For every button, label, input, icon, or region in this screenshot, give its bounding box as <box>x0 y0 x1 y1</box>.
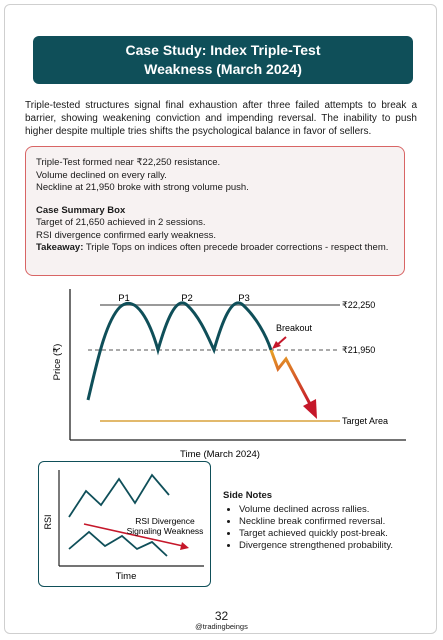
takeaway <box>36 242 394 255</box>
side-notes-list <box>223 504 403 552</box>
rsi-price-line <box>69 475 169 517</box>
peak-label-p2: P2 <box>181 293 193 304</box>
title-line-1: Case Study: Index Triple-Test <box>125 42 321 58</box>
summary-line-2: RSI divergence confirmed early weakness. <box>36 229 217 241</box>
rsi-x-label: Time <box>115 571 137 582</box>
price-line <box>88 303 271 400</box>
title-banner <box>33 36 413 84</box>
rsi-divergence-arrowhead <box>180 542 189 550</box>
y-axis-label: Price (₹) <box>52 343 63 381</box>
rsi-panel <box>38 461 211 587</box>
side-notes-title: Side Notes <box>223 490 273 501</box>
breakout-label: Breakout <box>276 323 313 333</box>
resistance-label: ₹22,250 <box>342 300 376 310</box>
title-line-2: Weakness (March 2024) <box>144 61 302 77</box>
side-note-item: • Target achieved quickly post-break. <box>239 528 403 540</box>
rsi-svg <box>39 462 209 585</box>
x-axis-label: Time (March 2024) <box>180 449 260 460</box>
neckline-label: ₹21,950 <box>342 345 376 355</box>
triple-top-chart <box>40 287 410 462</box>
rsi-annotation-line-2: Signaling Weakness <box>126 526 204 536</box>
page-number: 32 <box>214 609 229 623</box>
side-note-item: • Volume declined across rallies. <box>239 504 403 516</box>
triple-top-svg <box>40 287 410 462</box>
case-box <box>25 146 405 276</box>
takeaway-label: Takeaway: <box>36 242 84 253</box>
peak-label-p3: P3 <box>238 293 250 304</box>
rsi-y-label: RSI <box>43 514 53 530</box>
side-note-item: • Neckline break confirmed reversal. <box>239 516 403 528</box>
side-notes <box>223 490 403 552</box>
breakdown-line <box>271 350 310 404</box>
case-line-3: Neckline at 21,950 broke with strong volume push. <box>36 182 249 193</box>
case-summary-title: Case Summary Box <box>36 204 126 216</box>
side-note-item: • Divergence strengthened probability. <box>239 540 403 552</box>
case-line-1: Triple-Test formed near ₹22,250 resistance. <box>36 157 221 168</box>
footer-handle: @tradingbeings <box>195 622 248 631</box>
target-label: Target Area <box>342 416 389 426</box>
intro-paragraph: Triple-tested structures signal final exhaustion after three failed attempts to break a barrier, showing weakening conviction and impending reversal. The inability to push higher despite multiple tries shifts the psychological balance in favor of sellers. <box>25 100 417 137</box>
peak-label-p1: P1 <box>118 293 130 304</box>
summary-line-1: Target of 21,650 achieved in 2 sessions. <box>36 217 206 228</box>
rsi-annotation-line-1: RSI Divergence <box>135 516 195 526</box>
takeaway-text: Triple Tops on indices often precede broader corrections - respect them. <box>83 242 389 253</box>
footer <box>0 610 443 631</box>
case-line-2: Volume declined on every rally. <box>36 169 167 181</box>
